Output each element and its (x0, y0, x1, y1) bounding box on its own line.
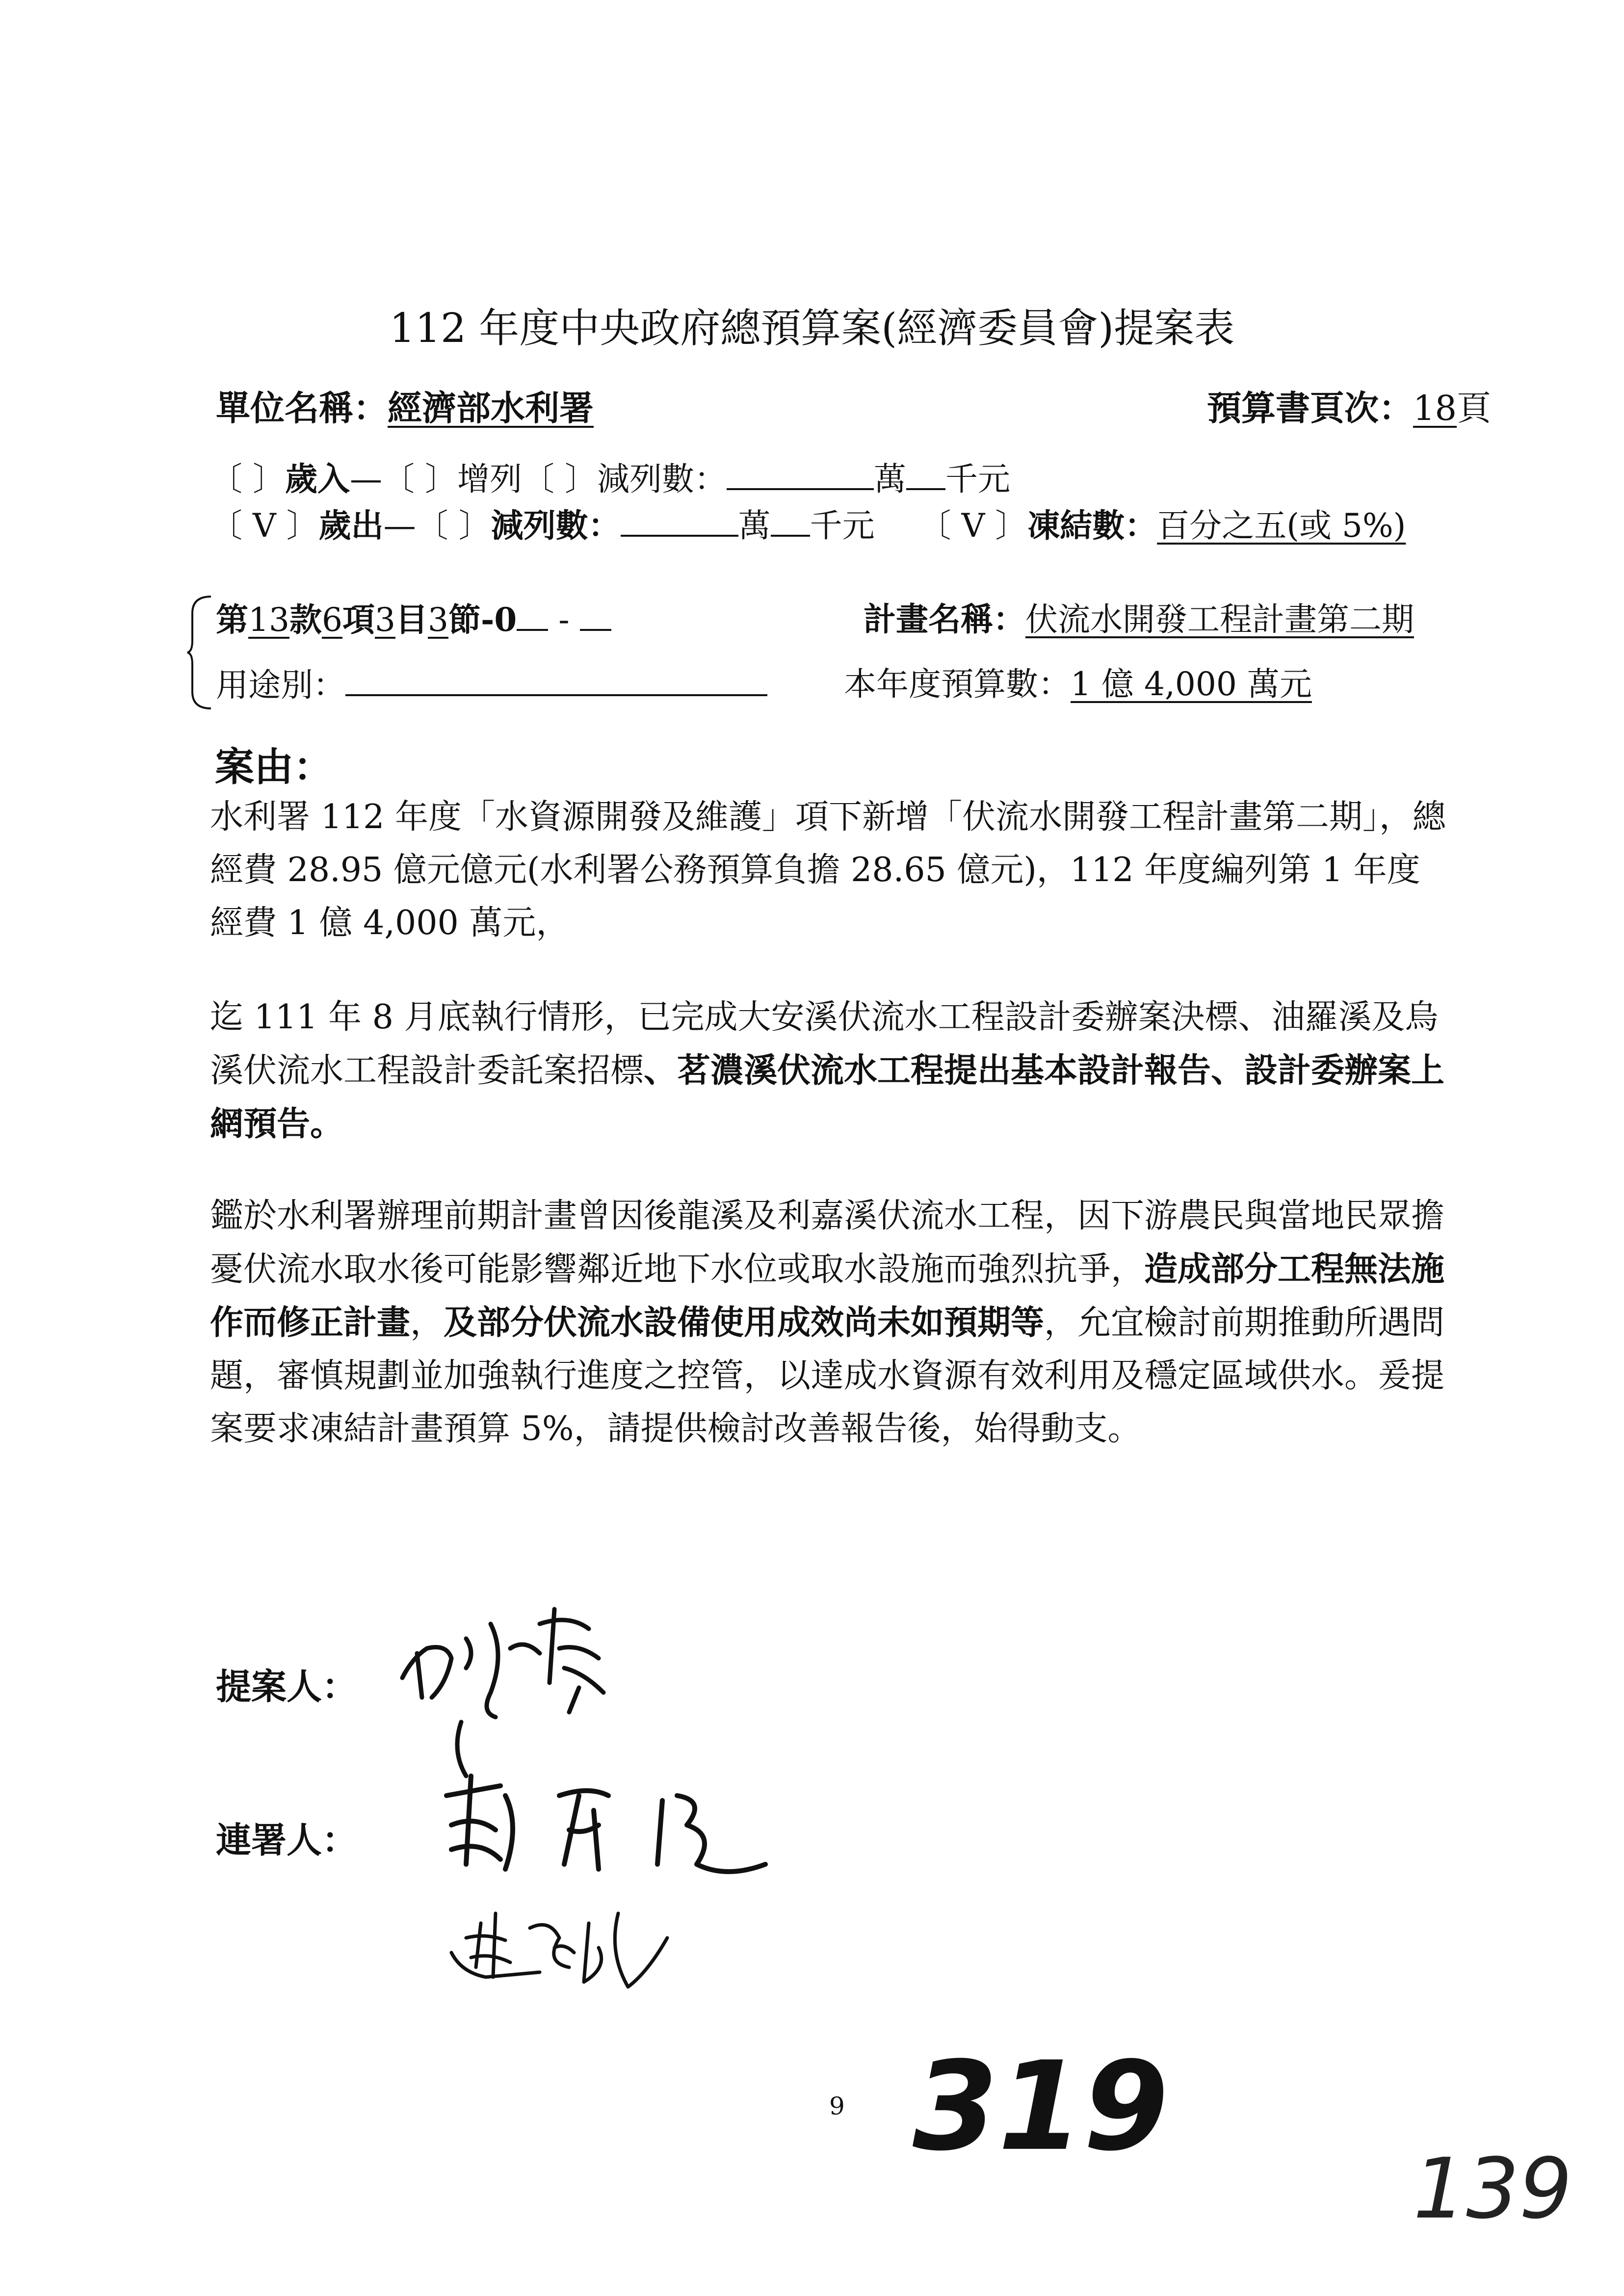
revenue-decrease-label: 減列數： (597, 460, 727, 498)
revenue-decrease-checkbox: 〔 〕 (522, 460, 597, 498)
unit-name-value: 經濟部水利署 (388, 388, 594, 428)
page-ref-row (1207, 388, 1491, 429)
reason-heading: 案由： (215, 744, 333, 790)
annual-budget-row (844, 665, 1312, 704)
expenditure-decrease-checkbox: 〔 〕 (416, 507, 491, 545)
expenditure-line (210, 505, 1406, 546)
handwritten-number-319 (913, 2035, 1169, 2178)
unit-name-label: 單位名稱： (216, 388, 388, 428)
paragraph-3 (210, 1190, 1446, 1456)
cosigner-signature-1 (432, 1766, 805, 1894)
paragraph-3-d: 及部分伏流水設備使用成效尚未如預期等 (444, 1303, 1045, 1342)
budget-code-kuan: 款 (289, 600, 322, 639)
cosigner-label: 連署人： (216, 1819, 358, 1861)
proposer-label: 提案人： (216, 1666, 358, 1707)
paragraph-1: 水利署 112 年度「水資源開發及維護」項下新增「伏流水開發工程計畫第二期」，總經費 28.95 億元億元(水利署公務預算負擔 28.65 億元)，112 年度編列第 1 年度經費 1 億 4,000 萬元， (210, 798, 1446, 942)
budget-code-di: 第 (216, 600, 248, 639)
budget-code-mu-number: 3 (374, 601, 395, 639)
budget-code-blank-2 (580, 600, 611, 631)
expenditure-wan-unit: 萬 (738, 507, 771, 545)
purpose-label: 用途別： (216, 666, 345, 704)
paragraph-3-c: ， (410, 1304, 444, 1342)
budget-code-xiang: 項 (342, 600, 375, 639)
expenditure-dash: — (383, 507, 416, 545)
left-brace-icon (186, 594, 216, 711)
page-ref-value: 18 (1413, 388, 1457, 428)
proposer-signature (393, 1594, 667, 1781)
revenue-wan-unit: 萬 (873, 460, 906, 498)
page-ref-label: 預算書頁次： (1207, 388, 1413, 428)
purpose-blank (345, 665, 767, 696)
paragraph-2-bold: 、茗濃溪伏流水工程提出基本設計報告、設計委辦案上網預告。 (210, 1051, 1445, 1144)
paragraph-3-a: 鑑於水利署辦理前期計畫曾因後龍溪及利嘉溪伏流水工程，因下游農民與當地民眾擔憂伏流水取水後可能影響鄰近地下水位或取水設施而強烈抗爭， (210, 1197, 1445, 1289)
revenue-checkbox: 〔 〕 (210, 460, 285, 498)
expenditure-qian-unit: 千元 (810, 507, 875, 545)
revenue-label: 歲入 (285, 460, 350, 498)
revenue-qian-blank (906, 459, 945, 490)
cosigner-signature-2 (442, 1894, 716, 2002)
plan-name-label: 計畫名稱： (864, 600, 1025, 638)
expenditure-checkbox: 〔 V 〕 (210, 507, 319, 545)
annual-budget-label: 本年度預算數： (844, 665, 1071, 703)
budget-code-kuan-number: 13 (248, 601, 289, 639)
paragraph-3-b: 造成部分工程無法施作而修正計畫 (210, 1250, 1445, 1342)
freeze-value: 百分之五(或 5%) (1157, 507, 1406, 545)
plan-name-value: 伏流水開發工程計畫第二期 (1025, 600, 1414, 638)
paragraph-3-e: ，允宜檢討前期推動所遇問題，審慎規劃並加強執行進度之控管，以達成水資源有效利用及穩定區域供水。爰提案要求凍結計畫預算 5%，請提供檢討改善報告後，始得動支。 (210, 1304, 1445, 1448)
revenue-increase-label: 增列 (457, 460, 522, 498)
handwritten-number-139-text: 139 (1413, 2140, 1572, 2238)
page-ref-suffix: 頁 (1457, 388, 1492, 428)
document-title: 112 年度中央政府總預算案(經濟委員會)提案表 (389, 305, 1235, 352)
revenue-line (210, 459, 1010, 499)
revenue-increase-checkbox: 〔 〕 (382, 460, 457, 498)
paragraph-2 (210, 991, 1446, 1151)
handwritten-number-139 (1413, 2140, 1572, 2242)
budget-code-jie-number: 3 (427, 601, 448, 639)
budget-code-xiang-number: 6 (321, 601, 342, 639)
budget-code-mu: 目 (395, 600, 428, 639)
paragraph-2-normal: 迄 111 年 8 月底執行情形，已完成大安溪伏流水工程設計委辦案決標、油羅溪及烏溪伏流水工程設計委託案招標 (210, 998, 1439, 1090)
budget-code-row (216, 600, 611, 640)
handwritten-number-319-text: 319 (913, 2035, 1169, 2178)
budget-code-blank-1 (517, 600, 548, 631)
expenditure-wan-blank (621, 505, 738, 537)
plan-name-row (864, 600, 1414, 639)
purpose-row (216, 665, 767, 705)
unit-name-row (216, 388, 594, 429)
revenue-dash: — (349, 460, 382, 498)
expenditure-label: 歲出 (318, 506, 384, 545)
budget-code-dash: - (548, 601, 580, 639)
page-number: 9 (829, 2092, 845, 2120)
revenue-qian-unit: 千元 (945, 460, 1010, 498)
revenue-wan-blank (727, 459, 874, 490)
budget-code-jie: 節-0 (448, 600, 517, 639)
freeze-checkbox: 〔 V 〕 (918, 507, 1028, 545)
expenditure-qian-blank (771, 505, 810, 537)
annual-budget-value: 1 億 4,000 萬元 (1071, 665, 1312, 703)
expenditure-decrease-label: 減列數： (491, 506, 621, 545)
freeze-label: 凍結數： (1027, 506, 1157, 545)
